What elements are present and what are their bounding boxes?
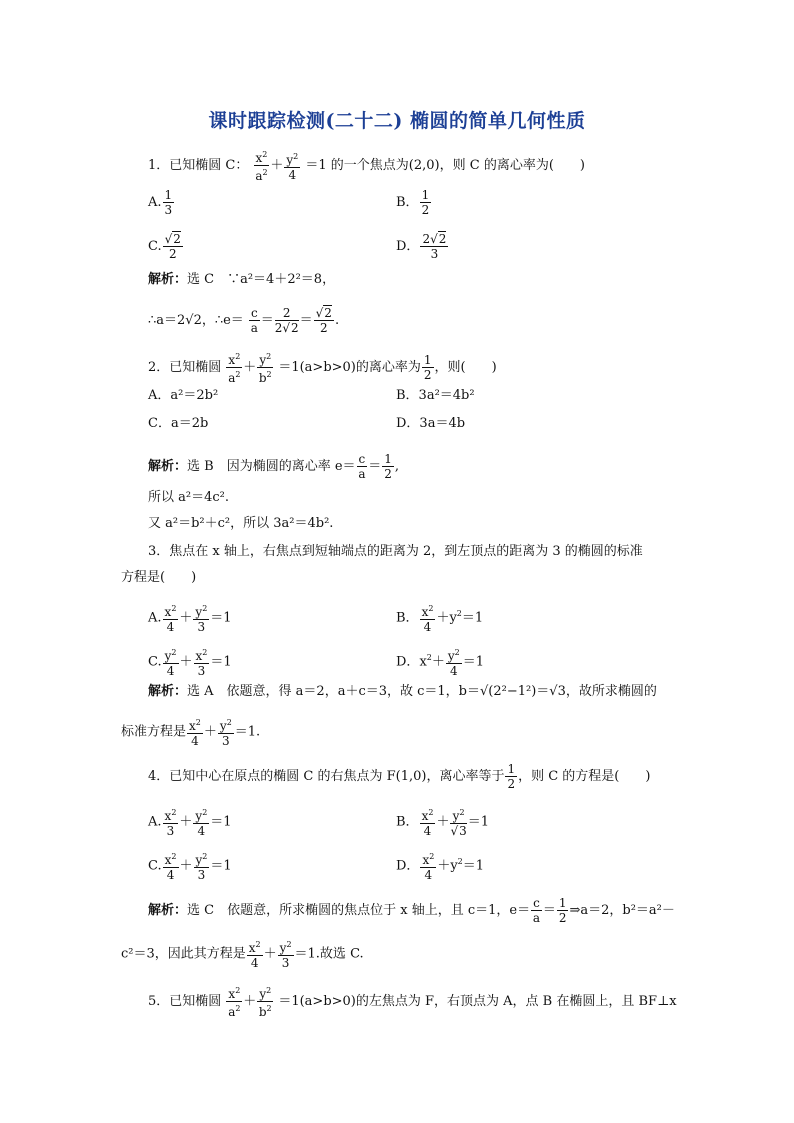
question-1-stem: 1．已知椭圆 C： $\frac{x^2}{a^2}$ ＋ $\frac{y^2}{4}$ ＝1 的一个焦点为(2,0)，则 C 的离心率为( ) — [148, 150, 585, 183]
q2-option-c: C．a＝2b — [148, 416, 209, 431]
q3-option-d: D．$x^2+$ $\frac{y^2}{4}$ ＝1 — [396, 648, 485, 678]
q1-solution-line-2: ∴a＝2√2，∴e＝ $\frac{c}{a}$ ＝ $\frac{2}{2√2}$ ＝ $\frac{√2}{2}$ . — [148, 306, 340, 335]
q2-option-d: D．3a＝4b — [396, 416, 466, 431]
q4-option-d: D． $\frac{x^2}{4}$ $+y^2=1$ — [396, 852, 485, 882]
q3-solution-line-2: 标准方程是 $\frac{x^2}{4}$ ＋ $\frac{y^2}{3}$ ＝1. — [121, 718, 261, 748]
q4-solution-line-1: 解析：选 C 依题意，所求椭圆的焦点位于 x 轴上，且 c＝1，e＝ $\frac{c}{a}$ ＝ $\frac{1}{2}$ ⇒a＝2，b²＝a²－ — [148, 896, 675, 925]
q3-option-b: B． $\frac{x^2}{4}$ $+y^2=1$ — [396, 604, 484, 634]
q2-option-b: B．3a²＝4b² — [396, 388, 475, 403]
question-2-stem: 2．已知椭圆 $\frac{x^2}{a^2}$ ＋ $\frac{y^2}{b^2}$ ＝1(a>b>0)的离心率为 $\frac{1}{2}$ ，则( ) — [148, 352, 497, 385]
q2-solution-line-2: 所以 a²＝4c². — [148, 490, 229, 505]
q1-option-a: A. $\frac{1}{3}$ — [148, 188, 173, 217]
q2-solution-line-1: 解析：选 B 因为椭圆的离心率 e＝ $\frac{c}{a}$ ＝ $\frac{1}{2}$ , — [148, 452, 400, 481]
q1-option-c: C. $\frac{√2}{2}$ — [148, 232, 181, 261]
q1-solution-line-1: 解析：选 C ∵a²＝4＋2²＝8， — [148, 272, 336, 287]
q1-option-d: D． $\frac{2√2}{3}$ — [396, 232, 447, 261]
page-title: 课时跟踪检测(二十二) 椭圆的简单几何性质 — [208, 110, 586, 132]
q4-solution-line-2: c²＝3，因此其方程是 $\frac{x^2}{4}$ ＋ $\frac{y^2}{3}$ ＝1.故选 C. — [121, 940, 364, 970]
q4-option-c: C. $\frac{x^2}{4}$ ＋ $\frac{y^2}{3}$ ＝1 — [148, 852, 232, 882]
question-3-stem-line-1: 3．焦点在 x 轴上，右焦点到短轴端点的距离为 2，到左顶点的距离为 3 的椭圆的标准 — [148, 544, 643, 559]
question-4-stem: 4．已知中心在原点的椭圆 C 的右焦点为 F(1,0)，离心率等于 $\frac{1}{2}$ ，则 C 的方程是( ) — [148, 762, 651, 791]
q1-option-b: B． $\frac{1}{2}$ — [396, 188, 430, 217]
question-5-stem: 5．已知椭圆 $\frac{x^2}{a^2}$ ＋ $\frac{y^2}{b^2}$ ＝1(a>b>0)的左焦点为 F，右顶点为 A，点 B 在椭圆上，且 BF⊥x — [148, 986, 677, 1019]
q3-solution-line-1: 解析：选 A 依题意，得 a＝2，a＋c＝3，故 c＝1，b＝√(2²−1²)＝√3，故所求椭圆的 — [148, 684, 657, 699]
q3-option-a: A. $\frac{x^2}{4}$ ＋ $\frac{y^2}{3}$ ＝1 — [148, 604, 232, 634]
q4-option-b: B． $\frac{x^2}{4}$ ＋ $\frac{y^2}{√3}$ ＝1 — [396, 808, 490, 838]
q4-option-a: A. $\frac{x^2}{3}$ ＋ $\frac{y^2}{4}$ ＝1 — [148, 808, 232, 838]
q3-option-c: C. $\frac{y^2}{4}$ ＋ $\frac{x^2}{3}$ ＝1 — [148, 648, 232, 678]
q2-solution-line-3: 又 a²＝b²＋c²，所以 3a²＝4b². — [148, 516, 334, 531]
q2-option-a: A．a²＝2b² — [148, 388, 219, 403]
question-3-stem-line-2: 方程是( ) — [121, 570, 197, 585]
